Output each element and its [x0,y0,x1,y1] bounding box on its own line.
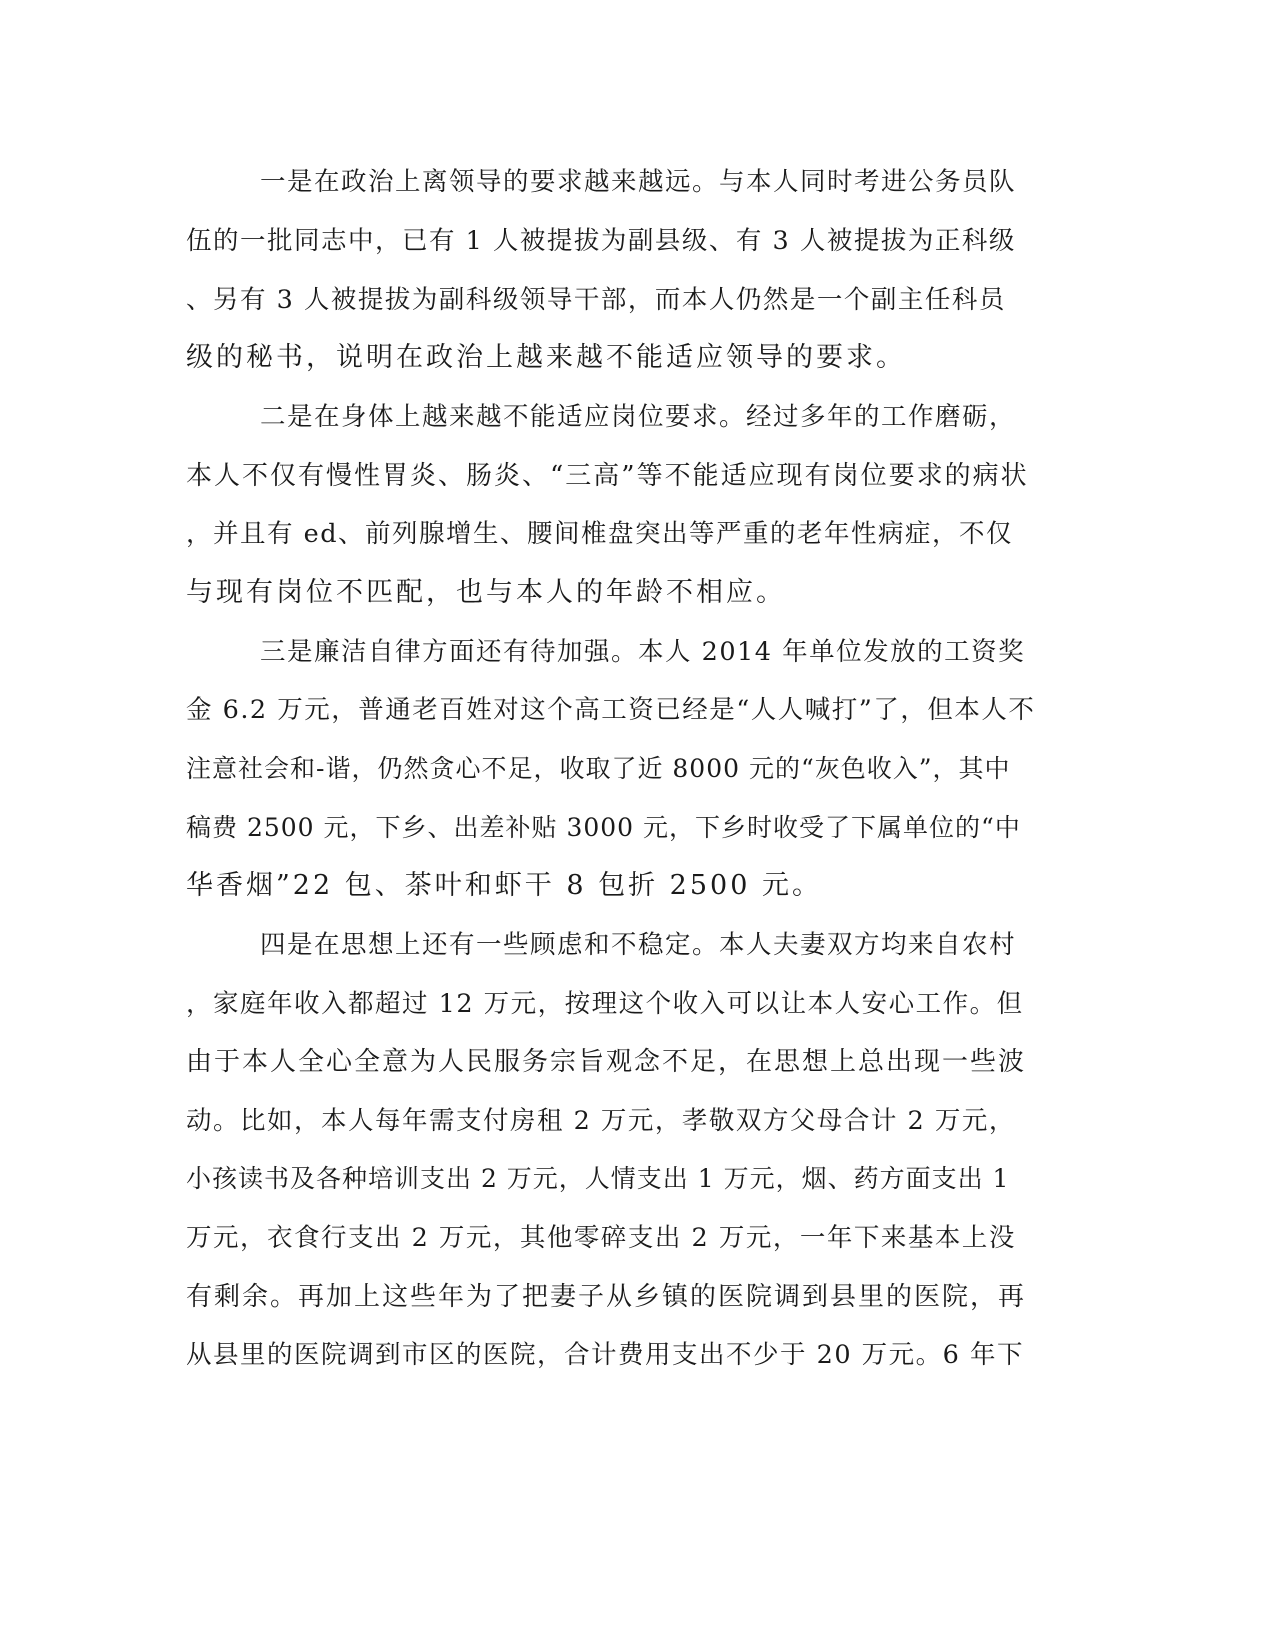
text-line: 四是在思想上还有一些顾虑和不稳定。本人夫妻双方均来自农村 [260,930,1017,960]
text-line: 与现有岗位不匹配，也与本人的年龄不相应。 [186,577,786,608]
text-line: 二是在身体上越来越不能适应岗位要求。经过多年的工作磨砺， [260,402,1017,432]
text-line: 小孩读书及各种培训支出 2 万元，人情支出 1 万元，烟、药方面支出 1 [186,1164,1010,1193]
text-line: 万元，衣食行支出 2 万元，其他零碎支出 2 万元，一年下来基本上没 [186,1223,1016,1253]
text-line: 华香烟”22 包、茶叶和虾干 8 包折 2500 元。 [186,870,822,901]
text-line: 稿费 2500 元，下乡、出差补贴 3000 元，下乡时收受了下属单位的“中 [186,813,1021,842]
text-line: 有剩余。再加上这些年为了把妻子从乡镇的医院调到县里的医院，再 [186,1282,1027,1312]
text-line: 由于本人全心全意为人民服务宗旨观念不足，在思想上总出现一些波 [186,1047,1027,1077]
text-line: 级的秘书，说明在政治上越来越不能适应领导的要求。 [186,342,906,373]
text-line: ，家庭年收入都超过 12 万元，按理这个收入可以让本人安心工作。但 [186,989,1024,1019]
text-line: 、另有 3 人被提拔为副科级领导干部，而本人仍然是一个副主任科员 [186,285,1006,315]
text-line: 三是廉洁自律方面还有待加强。本人 2014 年单位发放的工资奖 [260,637,1026,667]
text-line: 动。比如，本人每年需支付房租 2 万元，孝敬双方父母合计 2 万元， [186,1106,1016,1136]
text-line: 注意社会和-谐，仍然贪心不足，收取了近 8000 元的“灰色收入”，其中 [186,754,1011,783]
text-line: 伍的一批同志中，已有 1 人被提拔为副县级、有 3 人被提拔为正科级 [186,226,1016,256]
text-line: 金 6.2 万元，普通老百姓对这个高工资已经是“人人喊打”了，但本人不 [186,695,1036,725]
text-line: ，并且有 ed、前列腺增生、腰间椎盘突出等严重的老年性病症，不仅 [186,519,1014,549]
text-line: 本人不仅有慢性胃炎、肠炎、“三高”等不能适应现有岗位要求的病状 [186,461,1029,491]
text-line: 一是在政治上离领导的要求越来越远。与本人同时考进公务员队 [260,167,1017,197]
text-line: 从县里的医院调到市区的医院，合计费用支出不少于 20 万元。6 年下 [186,1340,1024,1370]
